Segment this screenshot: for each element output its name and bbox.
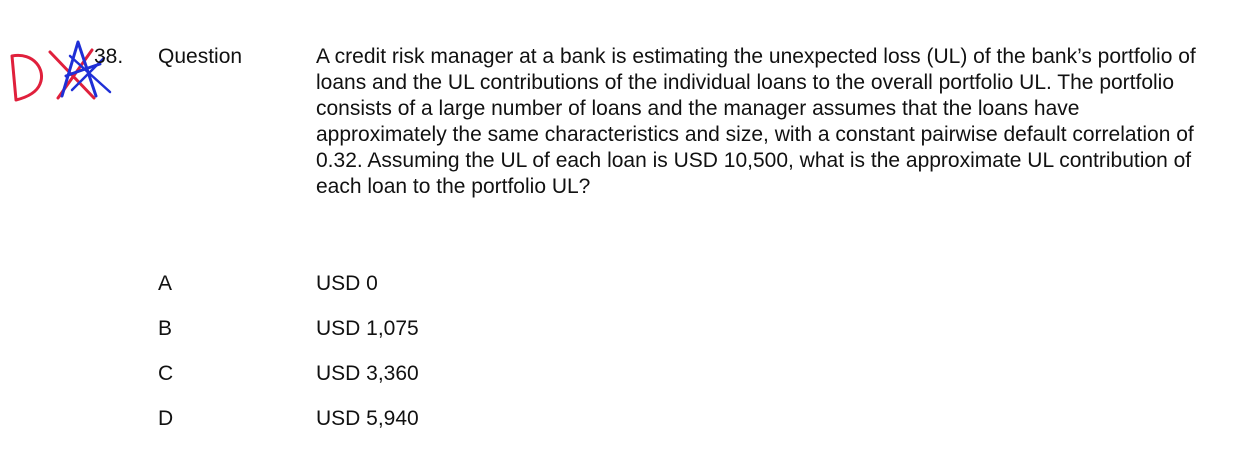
question-text: A credit risk manager at a bank is estimating the unexpected loss (UL) of the bank’s portfolio of loans and the UL contributions of the individual loans to the overall portfolio UL. The portfolio consists of a large number of loans and the manager assumes that the loans have approximately the same characteristics and size, with a constant pairwise default correlation of 0.32. Assuming the UL of each loan is USD 10,500, what is the approximate UL contribution of each loan to the portfolio UL? bbox=[316, 45, 1196, 198]
option-d[interactable] bbox=[0, 406, 1249, 432]
question-number: 38. bbox=[94, 45, 124, 68]
question-label: Question bbox=[158, 45, 243, 68]
option-c[interactable] bbox=[0, 361, 1249, 387]
option-letter: D bbox=[158, 407, 174, 430]
option-letter: C bbox=[158, 362, 174, 385]
option-text: USD 1,075 bbox=[316, 317, 419, 340]
option-letter: A bbox=[158, 272, 173, 295]
option-a[interactable] bbox=[0, 271, 1249, 297]
option-text: USD 0 bbox=[316, 272, 378, 295]
option-text: USD 5,940 bbox=[316, 407, 419, 430]
red-d-mark bbox=[12, 55, 42, 100]
red-x-mark bbox=[50, 50, 94, 98]
option-letter: B bbox=[158, 317, 173, 340]
option-text: USD 3,360 bbox=[316, 362, 419, 385]
option-b[interactable] bbox=[0, 316, 1249, 342]
